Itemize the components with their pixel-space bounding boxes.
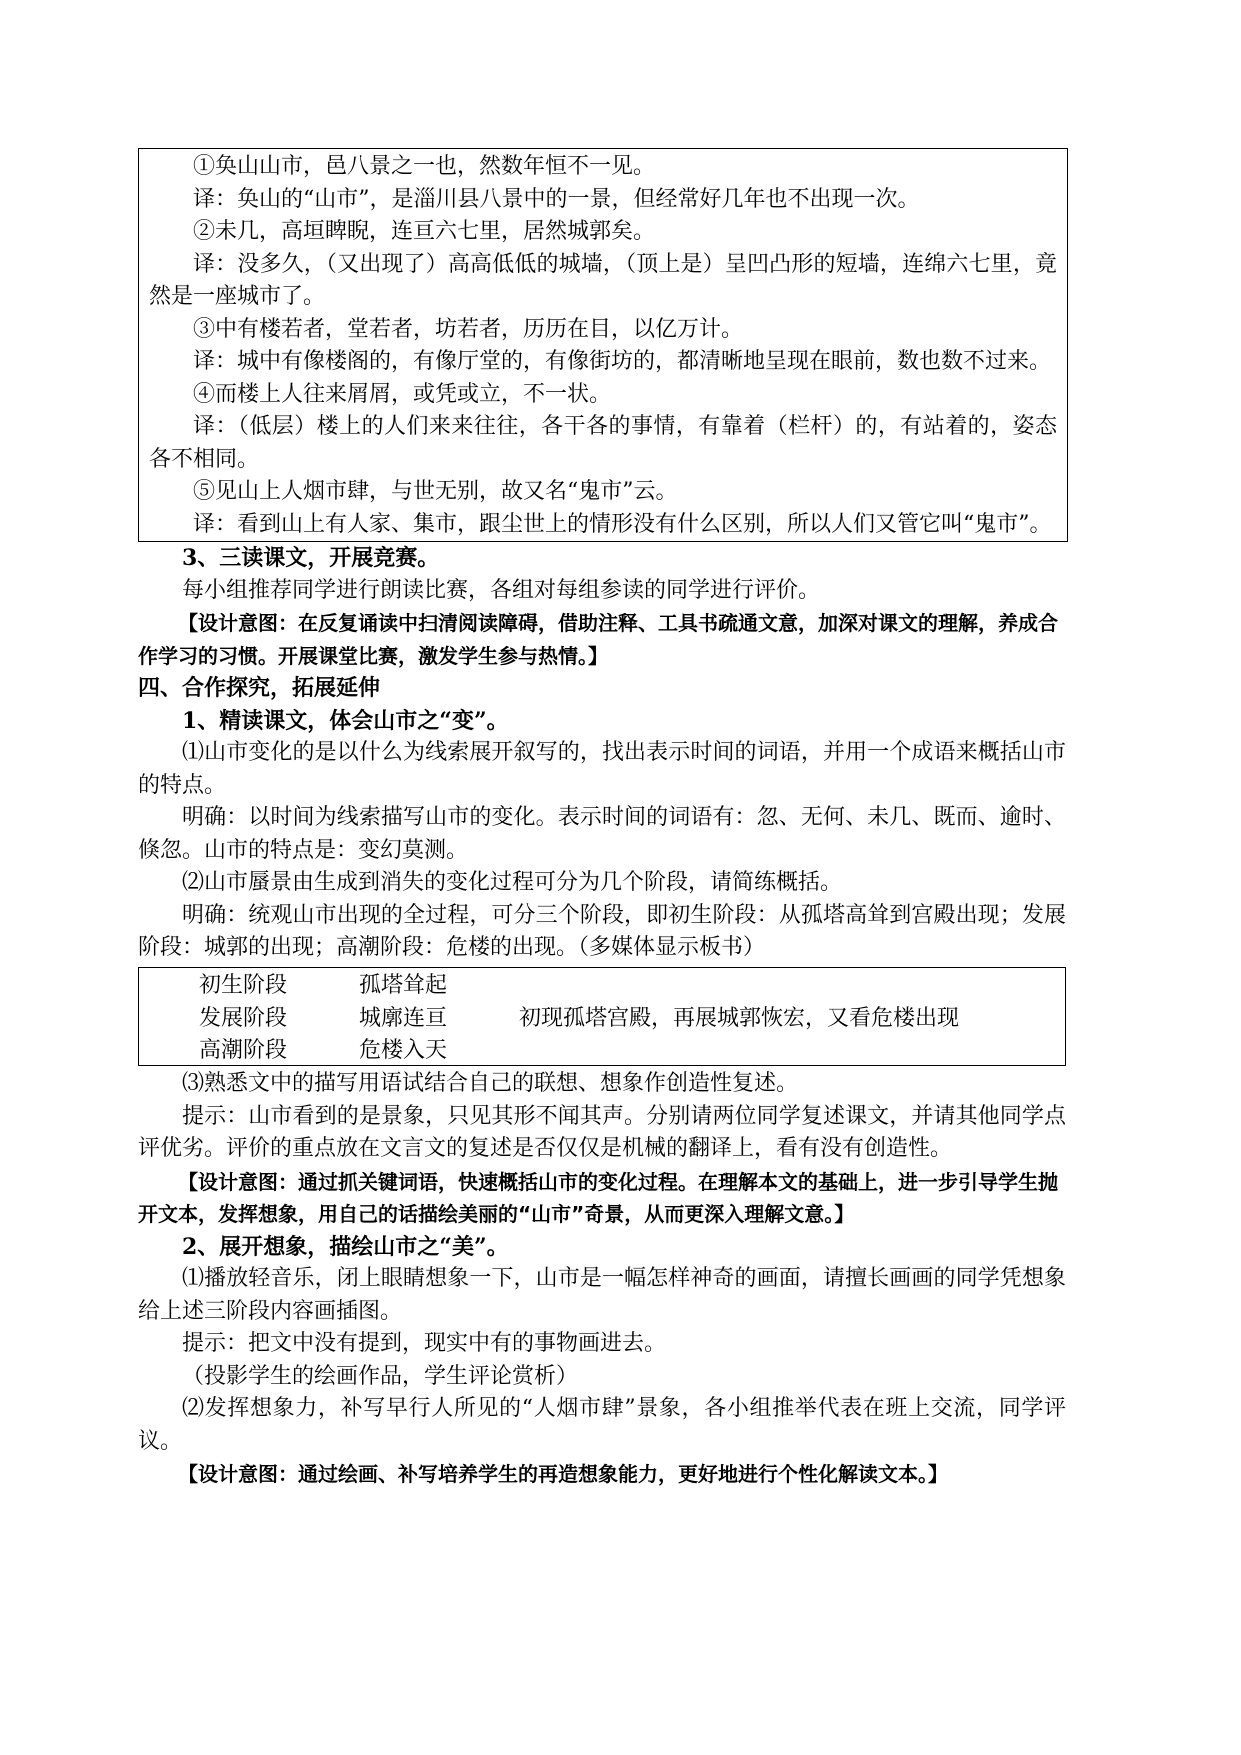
stage-phrase: 孤塔耸起 — [359, 973, 448, 999]
subsection-heading: 2、展开想象，描绘山市之“美”。 — [182, 1233, 509, 1260]
text-line: ③中有楼若者，堂若者，坊若者，历历在目，以亿万计。 — [193, 316, 744, 342]
text-line: ②未几，高垣睥睨，连亘六七里，居然城郭矣。 — [193, 219, 656, 244]
design-intent-note: 【设计意图：通过绘画、补写培养学生的再造想象能力，更好地进行个性化解读文本。】 — [178, 1462, 948, 1486]
stage-summary: 初现孤塔宫殿，再展城郭恢宏，又看危楼出现 — [519, 1005, 960, 1031]
text-line: 译：奂山的“山市”，是淄川县八景中的一景，但经常好几年也不出现一次。 — [193, 186, 920, 212]
section-heading: 四、合作探究，拓展延伸 — [138, 675, 381, 701]
stage-phrase: 城廓连亘 — [359, 1005, 448, 1031]
paragraph: 提示：把文中没有提到，现实中有的事物画进去。 — [182, 1331, 667, 1356]
stage-label: 初生阶段 — [199, 973, 288, 999]
text-line: 译：没多久，（又出现了）高高低低的城墙，（顶上是）呈凹凸形的短墙，连绵六七里，竟然是一座城市了。 — [149, 251, 1057, 309]
paragraph: 明确：以时间为线索描写山市的变化。表示时间的词语有：忽、无何、未几、既而、逾时、倏忽。山市的特点是：变幻莫测。 — [138, 805, 1066, 863]
paragraph: ⑵山市蜃景由生成到消失的变化过程可分为几个阶段，请简练概括。 — [182, 870, 843, 895]
paragraph: 每小组推荐同学进行朗读比赛，各组对每组参读的同学进行评价。 — [182, 577, 821, 603]
text-line: 译：城中有像楼阁的，有像厅堂的，有像街坊的，都清晰地呈现在眼前，数也数不过来。 — [193, 349, 1052, 374]
stage-label: 发展阶段 — [199, 1005, 288, 1031]
paragraph: 明确：统观山市出现的全过程，可分三个阶段，即初生阶段：从孤塔高耸到宫殿出现；发展阶段：城郭的出现；高潮阶段：危楼的出现。（多媒体显示板书） — [138, 902, 1066, 960]
design-intent-note: 【设计意图：通过抓关键词语，快速概括山市的变化过程。在理解本文的基础上，进一步引导学生抛开文本，发挥想象，用自己的话描绘美丽的“山市”奇景，从而更深入理解文意。】 — [138, 1169, 1058, 1226]
stages-board-box — [138, 967, 1066, 1067]
text-line: 译：看到山上有人家、集市，跟尘世上的情形没有什么区别，所以人们又管它叫“鬼市”。 — [193, 511, 1052, 537]
subsection-heading: 1、精读课文，体会山市之“变”。 — [182, 707, 509, 734]
text-line: ①奂山山市，邑八景之一也，然数年恒不一见。 — [193, 154, 656, 179]
text-line: ④而楼上人往来屑屑，或凭或立，不一状。 — [193, 381, 612, 407]
paragraph: 提示：山市看到的是景象，只见其形不闻其声。分别请两位同学复述课文，并请其他同学点评优劣。评价的重点放在文言文的复述是否仅仅是机械的翻译上，看有没有创造性。 — [138, 1103, 1066, 1161]
paragraph: （投影学生的绘画作品，学生评论赏析） — [182, 1363, 579, 1389]
paragraph: ⑵发挥想象力，补写早行人所见的“人烟市肆”景象，各小组推举代表在班上交流，同学评议。 — [138, 1396, 1066, 1454]
paragraph: ⑴播放轻音乐，闭上眼睛想象一下，山市是一幅怎样神奇的画面，请擅长画画的同学凭想象给上述三阶段内容画插图。 — [138, 1266, 1066, 1324]
text-line: 译：（低层）楼上的人们来来往往，各干各的事情，有靠着（栏杆）的，有站着的，姿态各不相同。 — [149, 414, 1057, 472]
stage-phrase: 危楼入天 — [359, 1038, 448, 1064]
design-intent-note: 【设计意图：在反复诵读中扫清阅读障碍，借助注释、工具书疏通文意，加深对课文的理解，养成合作学习的习惯。开展课堂比赛，激发学生参与热情。】 — [138, 611, 1058, 668]
translation-box — [138, 148, 1068, 542]
paragraph: ⑴山市变化的是以什么为线索展开叙写的，找出表示时间的词语，并用一个成语来概括山市的特点。 — [138, 740, 1066, 798]
document-page — [138, 148, 1066, 1491]
paragraph: ⑶熟悉文中的描写用语试结合自己的联想、想象作创造性复述。 — [182, 1071, 799, 1096]
section-heading: 3、三读课文，开展竞赛。 — [182, 545, 440, 571]
stage-label: 高潮阶段 — [199, 1038, 288, 1064]
text-line: ⑤见山上人烟市肆，与世无别，故又名“鬼市”云。 — [193, 479, 678, 504]
